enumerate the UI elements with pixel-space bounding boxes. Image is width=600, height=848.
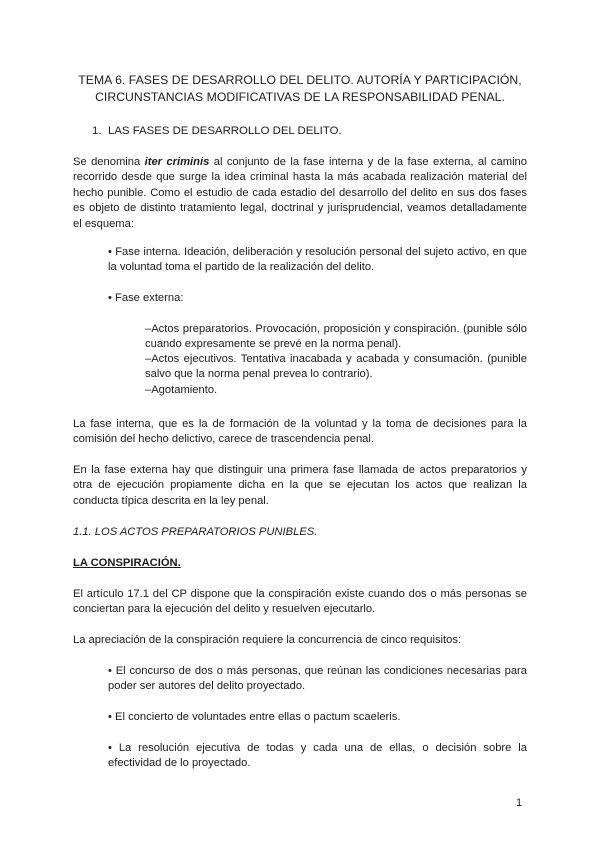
document-title (60, 72, 540, 106)
section-label: LAS FASES DE DESARROLLO DEL DELITO. (108, 125, 342, 137)
page-number: 1 (516, 797, 523, 809)
requisito-item: • El concierto de voluntades entre ellas o pactum scaeleris. (108, 711, 401, 723)
section-number: 1. (92, 125, 102, 137)
requisito-item: • El concurso de dos o más personas, que reúnan las condiciones necesarias para poder ser autores del delito proyectado. (108, 665, 527, 693)
intro-prefix: Se denomina (73, 156, 145, 168)
subitem-agotamiento: –Agotamiento. (145, 384, 218, 396)
bullet-fase-interna: • Fase interna. Ideación, deliberación y resolución personal del sujeto activo, en que la voluntad toma el partido de la realización del delito. (108, 246, 527, 274)
conspiracion-heading: LA CONSPIRACIÓN. (73, 557, 181, 569)
iter-criminis-term: iter criminis (144, 156, 210, 168)
requisito-item: • La resolución ejecutiva de todas y cada una de ellas, o decisión sobre la efectividad de lo proyectado. (108, 742, 527, 770)
conspiracion-paragraph-2: La apreciación de la conspiración requiere la concurrencia de cinco requisitos: (73, 634, 462, 646)
title-line-1: TEMA 6. FASES DE DESARROLLO DEL DELITO. AUTORÍA Y PARTICIPACIÓN, (78, 73, 522, 87)
title-line-2: CIRCUNSTANCIAS MODIFICATIVAS DE LA RESPONSABILIDAD PENAL. (95, 90, 505, 104)
paragraph-fase-interna: La fase interna, que es la de formación de la voluntad y la toma de decisiones para la comisión del hecho delictivo, carece de trascendencia penal. (73, 418, 527, 446)
subitem-actos-preparatorios: –Actos preparatorios. Provocación, proposición y conspiración. (punible sólo cuando expresamente se prevé en la norma penal). (145, 323, 527, 351)
subitem-actos-ejecutivos: –Actos ejecutivos. Tentativa inacabada y acabada y consumación. (punible salvo que la norma penal prevea lo contrario). (145, 353, 527, 381)
subsection-title: 1.1. LOS ACTOS PREPARATORIOS PUNIBLES. (73, 526, 318, 538)
intro-text: al conjunto de la fase interna y de la fase externa, al camino recorrido desde que surge la idea criminal hasta la más acabada realización material del hecho punible. Como el estudio de cada estadio del desarrollo del delito en sus dos fases es objeto de distinto tratamiento legal, doctrinal y jurisprudencial, veamos detalladamente el esquema: (73, 156, 527, 230)
bullet-fase-externa: • Fase externa: (108, 292, 184, 304)
conspiracion-paragraph-1: El artículo 17.1 del CP dispone que la conspiración existe cuando dos o más personas se conciertan para la ejecución del delito y resuelven ejecutarlo. (73, 588, 527, 616)
paragraph-fase-externa: En la fase externa hay que distinguir una primera fase llamada de actos preparatorios y otra de ejecución propiamente dicha en la que se ejecutan los actos que realizan la conducta típica descrita en la ley penal. (73, 464, 527, 507)
intro-paragraph (73, 155, 527, 232)
section-heading-1 (92, 124, 342, 139)
